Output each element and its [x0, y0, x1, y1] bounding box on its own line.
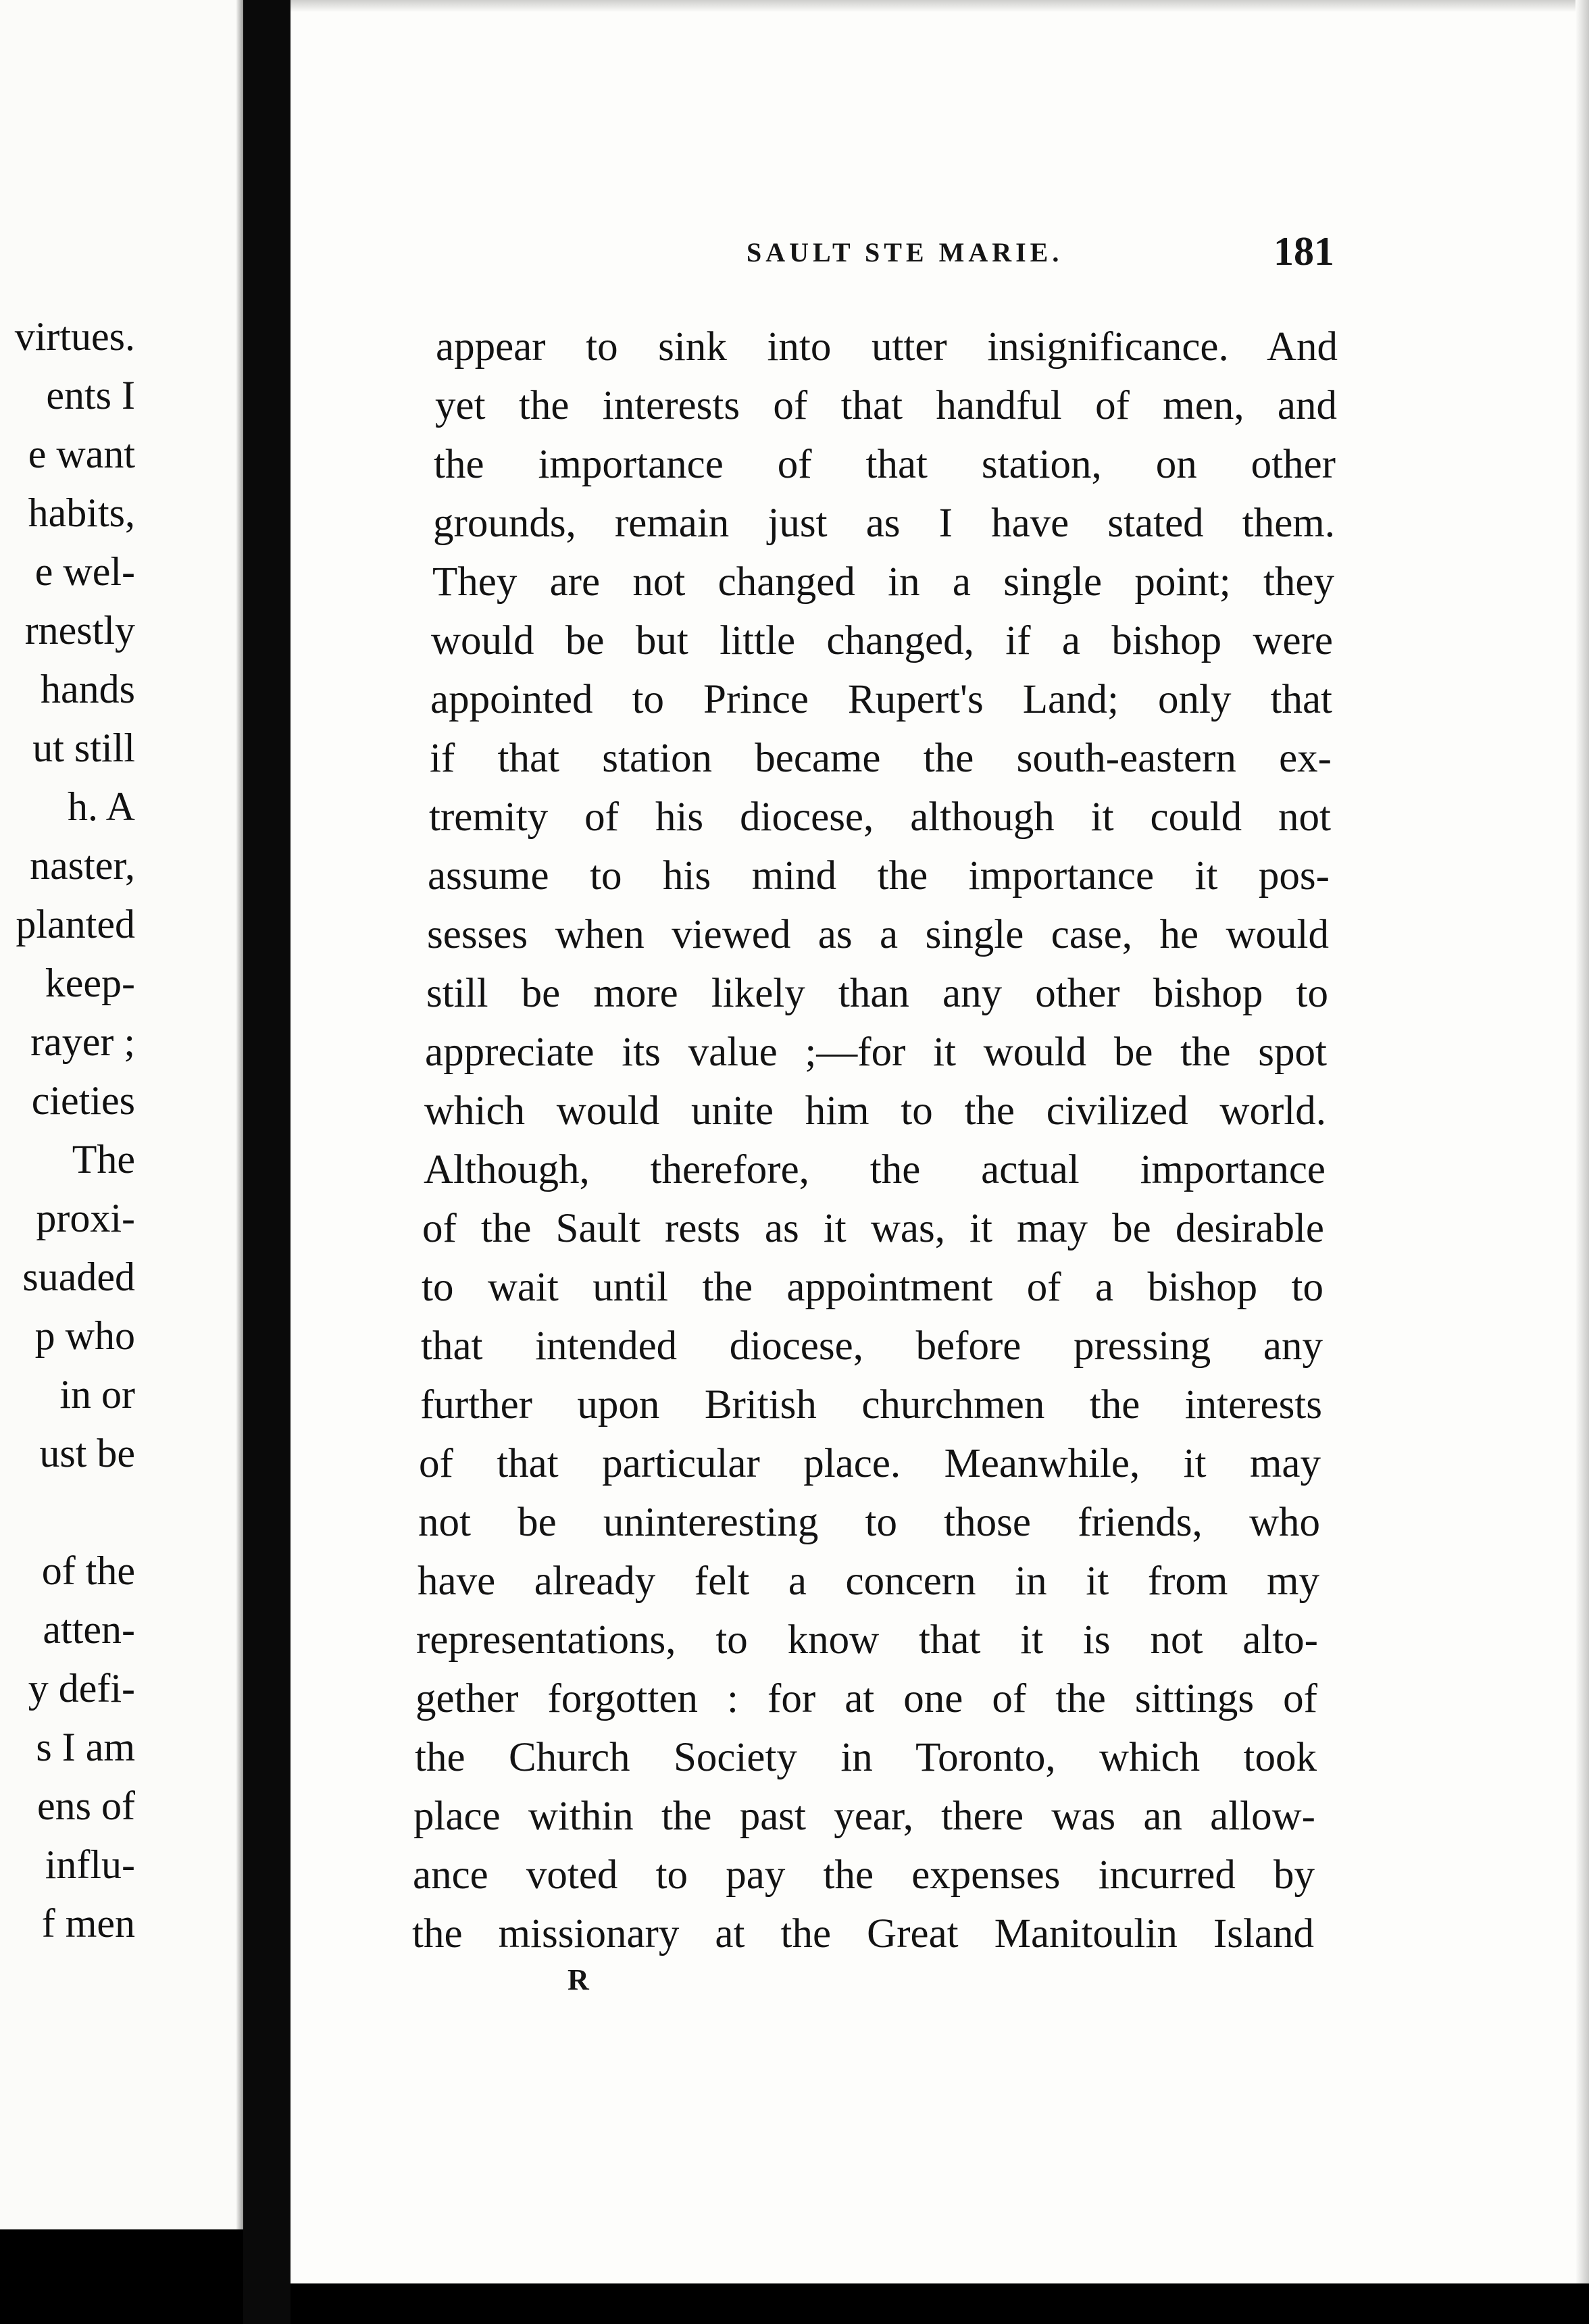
text-line: that intended diocese, before pressing any — [421, 1323, 1323, 1369]
left-text-line: ents I — [46, 373, 135, 418]
text-line: place within the past year, there was an allow- — [413, 1794, 1315, 1839]
left-text-line: ust be — [39, 1431, 135, 1475]
gutter-shadow — [236, 0, 243, 2229]
left-text-line: rayer ; — [30, 1019, 135, 1064]
text-line: yet the interests of that handful of men, and — [435, 383, 1337, 428]
text-line: not be uninteresting to those friends, who — [418, 1500, 1320, 1545]
left-text-line: s I am — [36, 1725, 135, 1769]
left-text-line: planted — [16, 902, 135, 946]
left-text-line: hands — [41, 667, 135, 711]
text-line: to wait until the appointment of a bishop to — [422, 1265, 1323, 1310]
left-text-line: cieties — [31, 1078, 135, 1123]
left-text-line: habits, — [28, 490, 135, 535]
text-line: of that particular place. Meanwhile, it may — [419, 1441, 1321, 1486]
text-line: appreciate its value ;—for it would be the spot — [425, 1030, 1327, 1075]
page-edge-shadow — [1575, 0, 1589, 2283]
text-line: grounds, remain just as I have stated them. — [433, 501, 1335, 546]
left-text-line: y defi- — [28, 1666, 135, 1711]
left-text-line: naster, — [30, 843, 135, 888]
text-line: They are not changed in a single point; they — [432, 559, 1334, 605]
left-text-line: The — [72, 1137, 135, 1182]
text-line: appear to sink into utter insignificance. And — [436, 324, 1338, 370]
text-line: still be more likely than any other bishop to — [426, 971, 1328, 1016]
text-line: if that station became the south-eastern ex- — [430, 736, 1332, 781]
left-text-line: ut still — [32, 726, 135, 770]
left-text-line: influ- — [45, 1842, 135, 1887]
left-text-line: e want — [28, 432, 135, 476]
text-line: which would unite him to the civilized world. — [424, 1088, 1326, 1134]
left-text-line: atten- — [43, 1607, 135, 1652]
text-line: the Church Society in Toronto, which took — [415, 1735, 1317, 1780]
text-line: appointed to Prince Rupert's Land; only that — [430, 677, 1332, 722]
left-text-line: virtues. — [14, 314, 135, 359]
left-text-line: ens of — [37, 1784, 135, 1828]
page-top-shadow — [291, 0, 1589, 12]
text-line: sesses when viewed as a single case, he would — [427, 912, 1329, 957]
signature-mark: R — [568, 1963, 589, 1996]
text-line: Although, therefore, the actual importance — [424, 1147, 1326, 1192]
left-page-fragment — [0, 0, 243, 2229]
left-text-line: proxi- — [36, 1196, 135, 1240]
left-text-line: keep- — [45, 961, 135, 1005]
book-spine-gap — [243, 0, 291, 2324]
left-text-line: in or — [59, 1372, 135, 1417]
text-line: of the Sault rests as it was, it may be desirable — [422, 1206, 1324, 1251]
running-head: SAULT STE MARIE. — [747, 237, 1063, 268]
left-text-line: e wel- — [34, 549, 135, 594]
text-line: the missionary at the Great Manitoulin Island — [412, 1911, 1314, 1956]
left-text-line: f men — [41, 1901, 135, 1946]
left-text-line: of the — [41, 1548, 135, 1593]
text-line: further upon British churchmen the interests — [420, 1382, 1322, 1428]
left-text-line: rnestly — [24, 608, 135, 653]
text-line: representations, to know that it is not alto- — [416, 1617, 1318, 1663]
text-line: assume to his mind the importance it pos- — [428, 853, 1330, 899]
left-text-line: p who — [34, 1313, 135, 1358]
page-number: 181 — [1273, 229, 1334, 274]
left-text-line: suaded — [22, 1255, 135, 1299]
left-text-line: h. A — [67, 784, 135, 829]
text-line: ance voted to pay the expenses incurred by — [413, 1852, 1315, 1898]
text-line: would be but little changed, if a bishop were — [431, 618, 1333, 663]
right-page — [291, 0, 1589, 2283]
text-line: gether forgotten : for at one of the sittings of — [415, 1676, 1317, 1721]
text-line: the importance of that station, on other — [434, 442, 1336, 487]
text-line: tremity of his diocese, although it could not — [429, 794, 1331, 840]
text-line: have already felt a concern in it from my — [418, 1559, 1319, 1604]
